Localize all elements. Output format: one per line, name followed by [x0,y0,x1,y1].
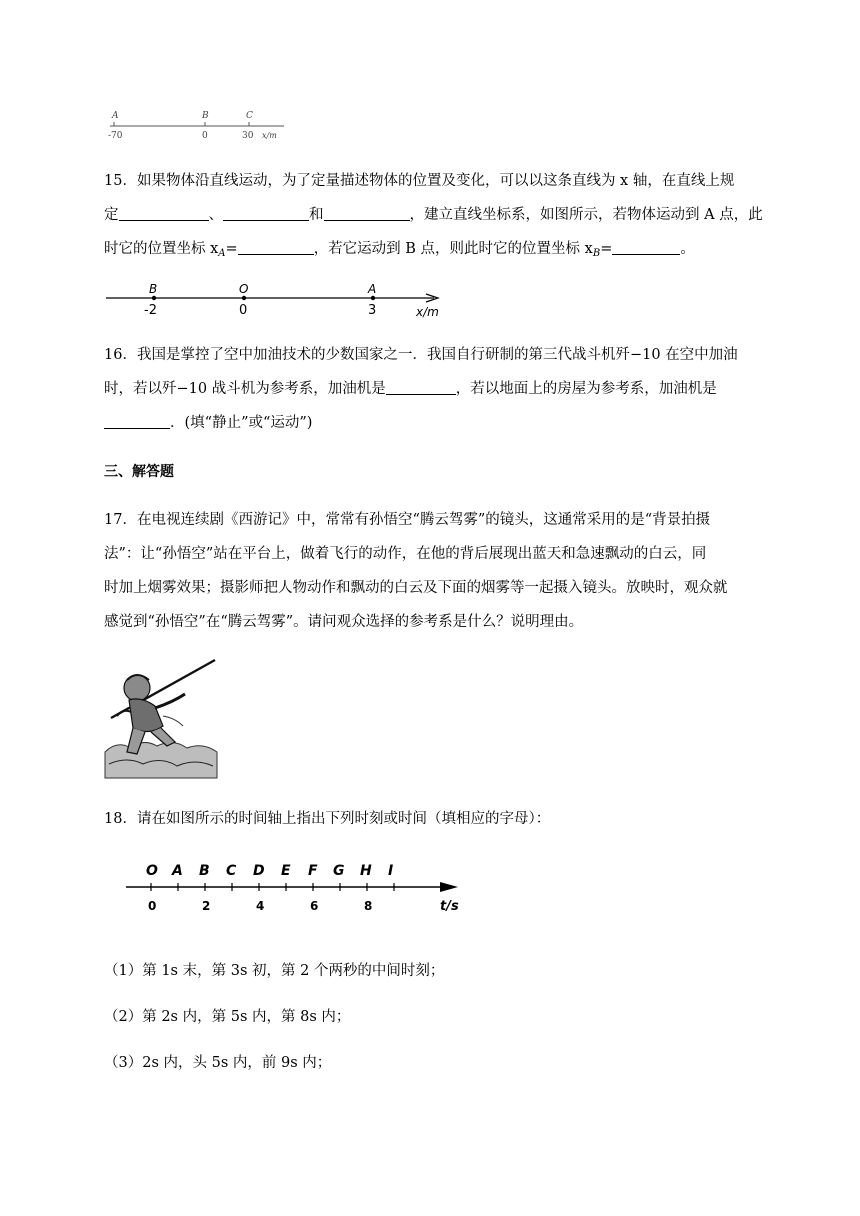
q16-text: ．(填“静止”或“运动”) [170,415,313,431]
time-label-d: D [253,863,265,879]
figure-q15-number-line [104,282,454,324]
answer-blank[interactable] [324,206,410,221]
tick-label-2: 2 [202,899,211,913]
q15-line-3 [104,238,760,265]
axis-label: x/m [416,305,439,319]
q17-line-1: 17．在电视连续剧《西游记》中，常常有孙悟空“腾云驾雾”的镜头，这通常采用的是“背景拍摄 [104,512,711,528]
q16-text: 时，若以歼−10 战斗机为参考系，加油机是 [104,381,386,397]
question-16 [104,344,760,434]
answer-blank[interactable] [612,240,680,255]
point-label-c: C [246,111,253,121]
tick-label-a: 3 [368,303,377,318]
question-18 [104,808,760,830]
figure-q18-time-axis [120,858,470,914]
q16-line-2 [104,378,760,400]
answer-blank[interactable] [238,240,314,255]
time-label-b: B [199,863,210,879]
time-label-o: O [146,863,158,879]
point-b-dot [152,296,156,300]
q18-line-1: 18．请在如图所示的时间轴上指出下列时刻或时间（填相应的字母）： [104,811,551,827]
answer-blank[interactable] [386,380,456,395]
q15-line-1: 15．如果物体沿直线运动，为了定量描述物体的位置及变化，可以以这条直线为 x 轴，在直线上规 [104,173,735,189]
time-label-c: C [226,863,237,879]
q15-text: 。 [680,241,695,257]
q15-sep: 和 [309,207,324,223]
axis-label: x/m [262,131,277,140]
point-label-b: B [202,111,209,121]
point-label-a: A [368,282,377,296]
q16-line-1: 16．我国是掌控了空中加油技术的少数国家之一．我国自行研制的第三代战斗机歼−10 在空中加油 [104,347,738,363]
q17-line-2: 法”：让“孙悟空”站在平台上，做着飞行的动作，在他的背后展现出蓝天和急速飘动的白云，同 [104,546,707,562]
point-label-o: O [239,282,249,296]
time-label-g: G [333,863,345,879]
q17-line-4: 感觉到“孙悟空”在“腾云驾雾”。请问观众选择的参考系是什么？说明理由。 [104,614,584,630]
point-a-dot [371,296,375,300]
tick-label-b: 0 [202,131,208,141]
q18-sub-2: （2）第 2s 内，第 5s 内，第 8s 内； [104,1009,351,1025]
time-label-a: A [172,863,183,879]
tick-label-b: -2 [144,303,157,318]
answer-blank[interactable] [223,206,309,221]
question-15 [104,170,763,265]
tick-label-6: 6 [310,899,319,913]
q16-line-3 [104,412,760,434]
tick-label-8: 8 [364,899,373,913]
axis-label-t: t/s [440,899,459,914]
subscript-b: B [592,248,601,259]
point-label-a: A [112,111,119,121]
question-17 [104,509,760,633]
q15-text: ，建立直线坐标系，如图所示，若物体运动到 A 点，此 [409,207,763,223]
q18-sub-3: （3）2s 内，头 5s 内，前 9s 内； [104,1055,332,1071]
subscript-a: A [218,248,226,259]
section-heading: 三、解答题 [104,464,174,480]
q15-text: ，若它运动到 B 点，则此时它的位置坐标 x [313,241,593,257]
q15-line-2 [104,204,763,226]
equals-sign: = [600,241,613,257]
tick-label-a: -70 [108,131,123,141]
equals-sign: = [225,241,238,257]
tick-label-4: 4 [256,899,265,913]
answer-blank[interactable] [119,206,209,221]
point-label-b: B [149,282,158,296]
q15-text: 时它的位置坐标 x [104,241,219,257]
answer-blank[interactable] [104,414,170,429]
time-label-h: H [360,863,372,879]
time-label-i: I [388,863,394,879]
q18-sub-1: （1）第 1s 末，第 3s 初，第 2 个两秒的中间时刻； [104,963,445,979]
tick-label-o: 0 [239,303,248,318]
time-label-e: E [281,863,291,879]
time-label-f: F [308,863,318,879]
q15-text: 定 [104,207,119,223]
tick-label-0: 0 [148,899,157,913]
q18-subquestions [104,960,760,1074]
monkey-king-illustration [103,656,219,778]
tick-label-c: 30 [242,131,254,141]
q16-text: ，若以地面上的房屋为参考系，加油机是 [455,381,717,397]
q15-sep: 、 [208,207,223,223]
point-o-dot [242,296,246,300]
figure-q14-number-line [106,106,306,146]
q17-line-3: 时加上烟雾效果；摄影师把人物动作和飘动的白云及下面的烟雾等一起摄入镜头。放映时，观众就 [104,580,728,596]
